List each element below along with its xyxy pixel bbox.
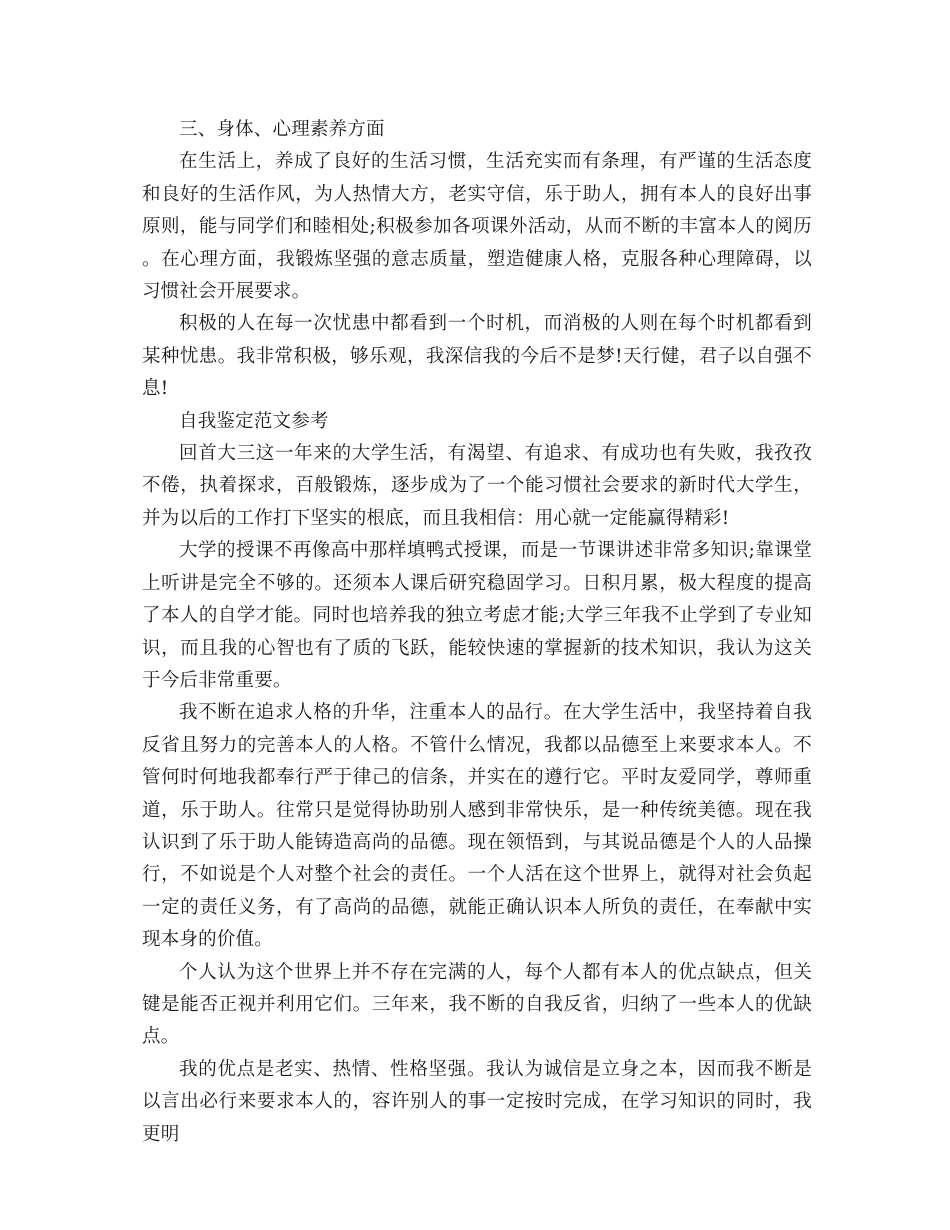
document-body (142, 114, 812, 1151)
paragraph-looking-back: 回首大三这一年来的大学生活，有渴望、有追求、有成功也有失败，我孜孜不倦，执着探求，百般锻炼，逐步成为了一个能习惯社会要求的新时代大学生，并为以后的工作打下坚实的根底，而且我相信：用心就一定能赢得精彩! (142, 443, 812, 529)
paragraph-positive-attitude: 积极的人在每一次忧患中都看到一个时机，而消极的人则在每个时机都看到某种忧患。我非常积极，够乐观，我深信我的今后不是梦!天行健，君子以自强不息! (142, 313, 812, 400)
paragraph-university-teaching: 大学的授课不再像高中那样填鸭式授课，而是一节课讲述非常多知识;靠课堂上听讲是完全不够的。还须本人课后研究稳固学习。日积月累，极大程度的提高了本人的自学才能。同时也培养我的独立考虑才能;大学三年我不止学到了专业知识，而且我的心智也有了质的飞跃，能较快速的掌握新的技术知识，我认为这关于今后非常重要。 (142, 540, 812, 691)
paragraph-imperfection: 个人认为这个世界上并不存在完满的人，每个人都有本人的优点缺点，但关键是能否正视并利用它们。三年来，我不断的自我反省，归纳了一些本人的优缺点。 (142, 961, 812, 1048)
section-heading-physical-mental: 三、身体、心理素养方面 (179, 119, 385, 140)
paragraph-character: 我不断在追求人格的升华，注重本人的品行。在大学生活中，我坚持着自我反省且努力的完善本人的人格。不管什么情况，我都以品德至上来要求本人。不管何时何地我都奉行严于律己的信条，并实在的遵行它。平时友爱同学，尊师重道，乐于助人。往常只是觉得协助别人感到非常快乐，是一种传统美德。现在我认识到了乐于助人能铸造高尚的品德。现在领悟到，与其说品德是个人的人品操行，不如说是个人对整个社会的责任。一个人活在这个世界上，就得对社会负起一定的责任义务，有了高尚的品德，就能正确认识本人所负的责任，在奉献中实现本身的价值。 (142, 702, 812, 951)
paragraph-strengths: 我的优点是老实、热情、性格坚强。我认为诚信是立身之本，因而我不断是以言出必行来要求本人的，容许别人的事一定按时完成，在学习知识的同时，我更明 (142, 1058, 812, 1145)
section-heading-self-appraisal: 自我鉴定范文参考 (179, 410, 329, 432)
paragraph-life-habits: 在生活上，养成了良好的生活习惯，生活充实而有条理，有严谨的生活态度和良好的生活作风，为人热情大方，老实守信，乐于助人，拥有本人的良好出事原则，能与同学们和睦相处;积极参加各项课外活动，从而不断的丰富本人的阅历。在心理方面，我锻炼坚强的意志质量，塑造健康人格，克服各种心理障碍，以习惯社会开展要求。 (142, 151, 812, 303)
